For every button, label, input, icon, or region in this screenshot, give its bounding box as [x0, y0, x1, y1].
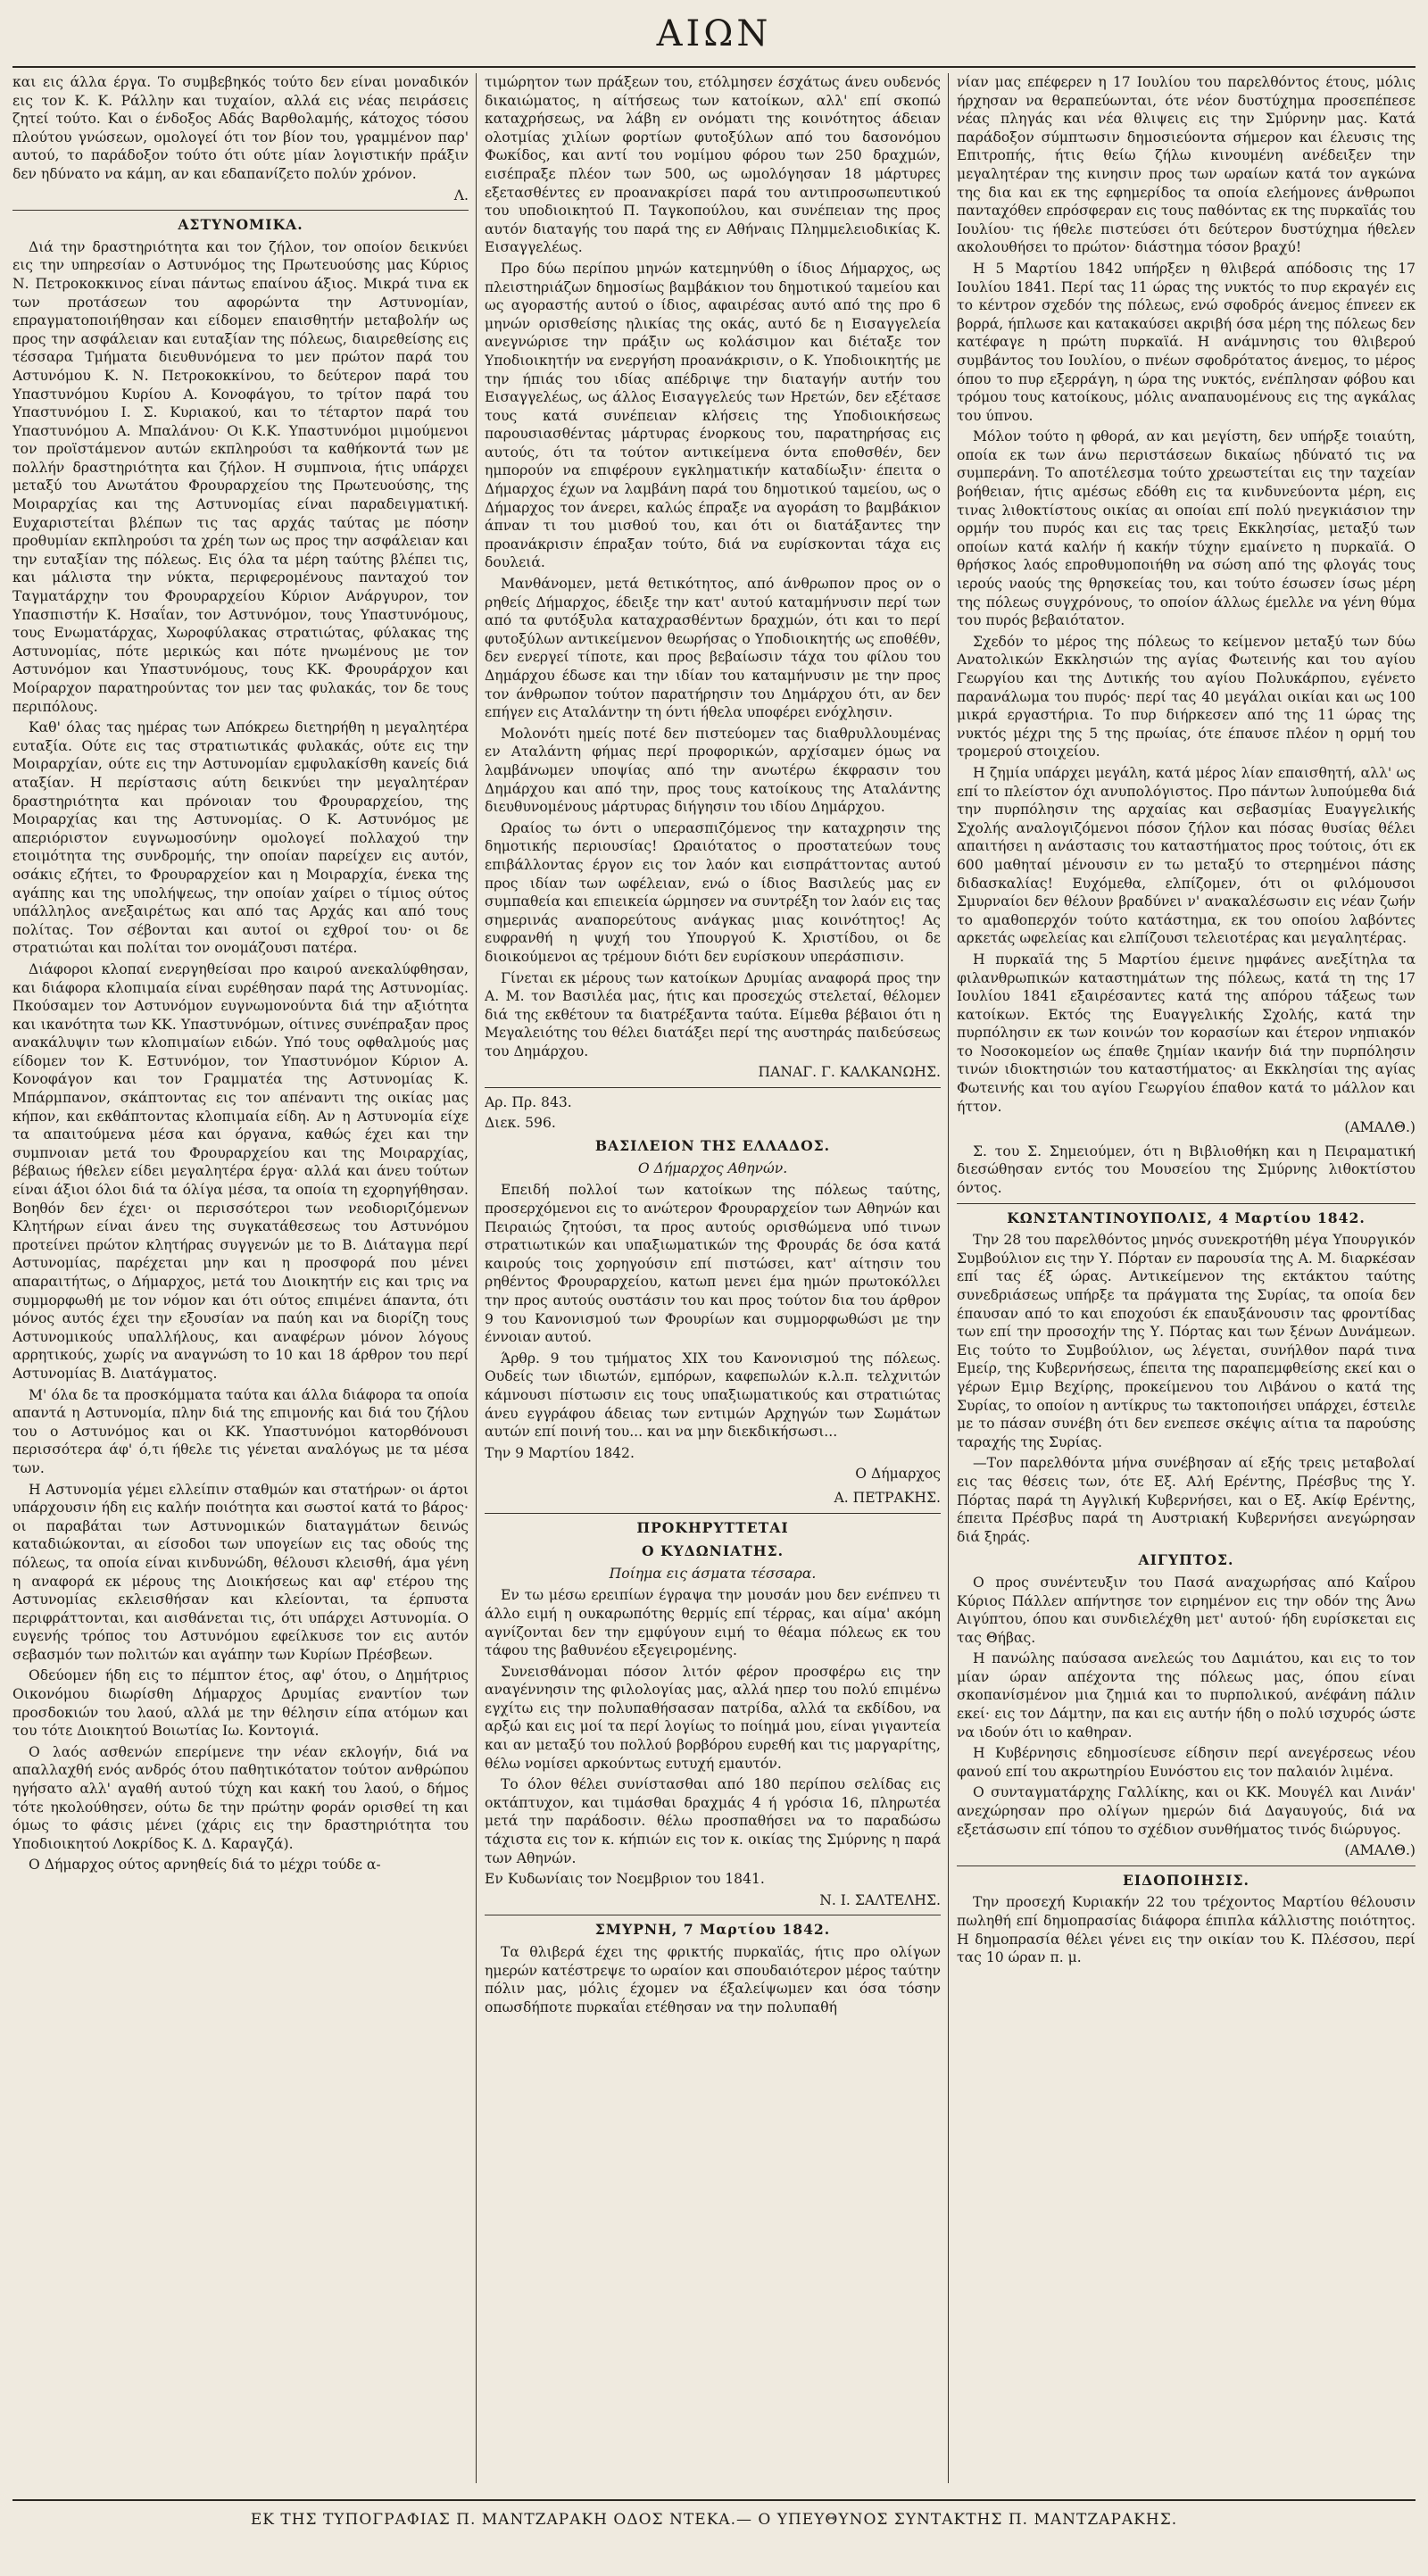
section-heading-constantinople: ΚΩΝΣΤΑΝΤΙΝΟΥΠΟΛΙΣ, 4 Μαρτίου 1842. [1007, 1209, 1366, 1226]
section-heading-notice: ΕΙΔΟΠΟΙΗΣΙΣ. [1123, 1871, 1250, 1889]
paragraph: Την προσεχή Κυριακήν 22 του τρέχοντος Μαρτίου θέλουσιν πωληθή επί δημοπρασίας διάφορα έπιπλα κάλλιστης ποιότητος. Η δημοπρασία θέλει γένει εις την οικίαν του Κ. Πλέσσου, περί τας 10 ώραν π. μ. [957, 1894, 1416, 1966]
paragraph: Η Κυβέρνησις εδημοσίευσε είδησιν περί ανεγέρσεως νέου φανού επί του ακρωτηρίου Ευνόστου εις τον παλαιόν λιμένα. [957, 1745, 1416, 1780]
section-heading-smyrna: ΣΜΥΡΝΗ, 7 Μαρτίου 1842. [594, 1921, 831, 1939]
paragraph: —Τον παρελθόντα μήνα συνέβησαν αί εξής τρεις μεταβολαί εις τας θέσεις των, ότε Εξ. Αλή Ερέντης, Πρέσβυς της Υ. Πόρτας παρά τη Αγγλική Κυβερνήσει, και ο Εξ. Ακίφ Ερέντης, έπειτα Πρέσβυς παρά τη Αυστριακή Κυβερνήσει ανεγώρησαν διά ξηράς. [957, 1455, 1416, 1545]
signature-title: Ο Δήμαρχος [855, 1466, 941, 1483]
paragraph: Σ. του Σ. Σημειούμεν, ότι η Βιβλιοθήκη και η Πειραματική διεσώθησαν εντός του Μουσείου της Σμύρνης λιθοκτίστου όντος. [957, 1143, 1416, 1197]
paragraph: Τα θλιβερά έχει της φρικτής πυρκαϊάς, ήτις προ ολίγων ημερών κατέστρεψε το ωραίον και σπουδαιότερον μέρος ταύτην πόλιν μας, μόλις έχομεν να έξαλείψωμεν και όσα τόσην οπωσδήποτε πυρκαΐαι ετέθησαν να την πολυπαθή [485, 1944, 941, 2015]
signature: Λ. [453, 187, 469, 204]
section-heading-egypt: ΑΙΓΥΠΤΟΣ. [1138, 1551, 1234, 1569]
signature: (ΑΜΑΛΘ.) [1344, 1119, 1416, 1136]
signature: ΠΑΝΑΓ. Γ. ΚΑΛΚΑΝΩΗΣ. [758, 1064, 941, 1081]
paragraph: Ωραίος τω όντι ο υπερασπιζόμενος την καταχρησιν της δημοτικής περιουσίας! Ωραιότατος ο προστατεύων τους επιβάλλοντας έργον εις τον λαόν και εισπράττοντας αυτού προς ιδίαν των ωφέλειαν, ενώ ο ίδιος Βασιλεύς μας εν συμπαθεία και επιεικεία ώρμησεν να συντρέξη τον λαόν εις τας σημερινάς αναπορεύτους ανάγκας μιας κοινότητος! Ας ευφρανθή η ψυχή του Υπουργού Κ. Χριστίδου, οι δε διοικούμενοι ας τρέμουν διότι δεν ευρίσκουν υπεράσπισιν. [485, 819, 941, 965]
paragraph: Καθ' όλας τας ημέρας των Απόκρεω διετηρήθη η μεγαλητέρα ευταξία. Ούτε εις τας στρατιωτικάς φυλακάς, ούτε εις την Μοιραρχίαν, ούτε εις την Αστυνομίαν εμφυλακίσθη κανείς διά αταξίαν. Η περίστασις αύτη δεικνύει την μεγαλητέραν δραστηριότητα και πρόνοιαν του Φρουραρχείου, της Μοιραρχίας και της Αστυνομίας. Ο Κ. Αστυνόμος με απεριόριστον ευγνωμοσύνην ομολογεί πολλαχού την ετοιμότητα της συνδρομής, την οποίαν παρείχεν εις αυτόν, οσάκις εζήτει, το Φρουραρχείον και η Μοιραρχία, ένεκα της αγάπης και της υπολήψεως, την οποίαν χαίρει ο τίμιος ούτος υπάλληλος ανεξαιρέτως και από τας Αρχάς και από τους πολίτας. Τον σέβονται και αυτοί οι εχθροί του· οι δε στρατιώται και πολίται τον ονομάζουσι πατέρα. [12, 719, 469, 957]
paragraph: Η Αστυνομία γέμει ελλείπιν σταθμών και στατήρων· οι άρτοι υπάρχουσιν ήδη εις καλήν ποιότητα και σωστοί κατά το βάρος· οι παραβάται των Αστυνομικών διαταγμάτων δεινώς καταδιώκονται, αι είσοδοι των υπογείων εις τας οδούς της πόλεως, τα οποία είναι κινδυνώδη, θέλουσι κλεισθή, άμα γένη η αναφορά εκ μέρους της Διοικήσεως και αφ' ετέρου της Αστυνομίας εκλεισθήσαν και κλείονται, τα έρπυστα περιφράττονται, και αισθάνεται τις, ότι υπάρχει Αστυνομία. Ο ευγενής τρόπος του Αστυνόμου εφείλκυσε τον εις αυτόν σεβασμόν των πολιτών και αγάπην των Κυρίων Πρέσβεων. [12, 1481, 469, 1663]
paragraph: Ο Δήμαρχος ούτος αρνηθείς διά το μέχρι τούδε α- [29, 1857, 381, 1874]
paragraph: Η ζημία υπάρχει μεγάλη, κατά μέρος λίαν επαισθητή, αλλ' ως επί το πλείστον όχι ανυπολόγιστος. Προ πάντων λυπούμεθα διά την πυρπόλησιν της αρχαίας και σεβασμίας Ευαγγελικής Σχολής αναλογιζόμενοι πόσον ζήλον και πόσας θυσίας θέλει απαιτήσει η ανάστασις του καταστήματος προς τούτοις, ότι εκ 600 μαθηταί μένουσιν εν τω μεταξύ το στερημένοι πάσης διδασκαλίας! Ευχόμεθα, ελπίζομεν, ότι οι φιλόμουσοι Σμυρναίοι δεν θέλουν βραδύνει ν' ανακαλέσωσιν εις νέαν ζωήν το αμαθοπερχόν τούτο κατάστημα, εκ του οποίου λαβόντες αρκετάς ωφελείας και ελπίζουσι τελειοτέρας και μεγαλητέρας. [957, 764, 1416, 947]
paragraph: Η 5 Μαρτίου 1842 υπήρξεν η θλιβερά απόδοσις της 17 Ιουλίου 1841. Περί τας 11 ώρας της νυκτός το πυρ εκραγέν εις το κέντρον σχεδόν της πόλεως, ενώ σφοδρός άνεμος έπνεεν εκ βορρά, ήπλωσε και κατακαύσει ακριβή όσα μέρη της πόλεως δεν κατέφαγε η πρώτη πυρκαϊά. Η ανάμνησις του θλιβερού συμβάντος του Ιουλίου, ο πνέων σφοδρότατος άνεμος, το μέρος όπου το πυρ εξερράγη, η ώρα της νυκτός, ενέπλησαν φόβου και τρόμου τους κατοίκους, μόλις αναπαυομένους εις της αγκάλας του ύπνου. [957, 260, 1416, 424]
announce-title: Ο ΚΥΔΩΝΙΑΤΗΣ. [641, 1542, 785, 1560]
paragraph: Μανθάνομεν, μετά θετικότητος, από άνθρωπον προς ον ο ρηθείς Δήμαρχος, έδειξε την κατ' αυτού καταμήνυσιν περί των από τα φυτόξυλα καταχρασθέντων δραχμών, ότι και το περί φυτοξύλων αντικείμενον θεωρήσας ο Υποδιοικητής ως εποθέθν, δεν ενεργεί τίποτε, και προς βεβαίωσιν τάχα του φίλου του Δημάρχου έδωσε και την ιδίαν του καταμήνυσιν με την προς τον άνθρωπον τούτον παρατήρησιν του Δημάρχου ότι, αν δεν επήγεν εις Αταλάντην τη όντι ήθελα υποφέρει ενόχλησιν. [485, 576, 941, 721]
section-heading-announce: ΠΡΟΚΗΡΥΤΤΕΤΑΙ [636, 1518, 789, 1536]
paragraph: Γίνεται εκ μέρους των κατοίκων Δρυμίας αναφορά προς την Α. Μ. τον Βασιλέα μας, ήτις και προσεχώς στελεταί, θέλομεν διά της εκθέτουν τα διατρέξαντα ταύτα. Είμεθα βέβαιοι ότι η Μεγαλειότης του θέλει διατάξει περί της αυστηράς παιδεύσεως του Δημάρχου. [485, 969, 941, 1059]
masthead-title: ΑΙΩΝ [656, 13, 772, 54]
paragraph: Το όλον θέλει συνίστασθαι από 180 περίπου σελίδας εις οκτάπτυχον, και τιμάσθαι δραχμάς 4 ή γρόσια 16, πληρωτέα μετά την παράδοσιν. θέλω προσπαθήσει να το παραδώσω τάχιστα εις τον κ. κήπιών εις τον κ. οικίας της Σμύρνης η παρά των Αθηνών. [485, 1776, 941, 1866]
date-line: Την 9 Μαρτίου 1842. [485, 1444, 635, 1461]
signature: Ν. Ι. ΣΑΛΤΕΛΗΣ. [819, 1891, 941, 1908]
section-rule [957, 1203, 1416, 1204]
paragraph: Μολονότι ημείς ποτέ δεν πιστεύομεν τας διαθρυλλουμένας εν Αταλάντη φήμας περί προφορικών, αρχίσαμεν όμως να λαμβάνωμεν υποψίας από την ανωτέρω έκφρασιν του Δημάρχου και από την, προς τους κατοίκους της Αταλάντης διευθυνομένους μάρτυρας διήγησιν του ιδίου Δημάρχου. [485, 725, 941, 816]
paragraph: Μ' όλα δε τα προσκόμματα ταύτα και άλλα διάφορα τα οποία απαντά η Αστυνομία, πλην διά της επιμονής και διά του ζήλου του ο Αστυνόμος και οι ΚΚ. Υπαστυνόμοι κατορθόνουσι περισσότερα άφ' ό,τι ήθελε τις γένεται αναλόγως με τα μέσα των. [12, 1386, 469, 1476]
column-2 [485, 73, 941, 2492]
section-heading-kingdom: ΒΑΣΙΛΕΙΟΝ ΤΗΣ ΕΛΛΑΔΟΣ. [594, 1137, 831, 1155]
subheading: Ποίημα εις άσματα τέσσαρα. [609, 1565, 817, 1582]
paragraph: Εν τω μέσω ερειπίων έγραψα την μουσάν μου δεν ενέπνευ τι άλλο ειμή η ουκαρωπότης θερμίς επί τέρρας, και αίμα' ακόμη αγνίζονται δεν την εμφύγουν ειμή το θέαμα πόλεως εκ του τάφου της βαθυνέου εξεγειρομένης. [485, 1587, 941, 1659]
section-rule [12, 210, 469, 211]
paragraph: Ο λαός ασθενών επερίμενε την νέαν εκλογήν, διά να απαλλαχθή ενός ανδρός ότου παθητικότατον τούτον ανθρώπου ηγήσατο αλλ' αγαθή αυτού τύχη και κακή του λαού, ο δήμος τότε ηκολούθησεν, ούτω δε την πρώτην φοράν ορισθεί τη και όμως το φάσις μένει (χάρις εις την δραστηριότητα του Υποδιοικητού Λοκρίδος Κ. Δ. Καραγζά). [12, 1743, 469, 1852]
subheading: Ο Δήμαρχος Αθηνών. [637, 1159, 788, 1176]
footer-rule [12, 2499, 1416, 2501]
paragraph: Διά την δραστηριότητα και τον ζήλον, τον οποίον δεικνύει εις την υπηρεσίαν ο Αστυνόμος της Πρωτευούσης μας Κύριος Ν. Πετροκοκκινος είναι πάντως επαίνου άξιος. Μικρά τινα εκ των προτάσεων του αφορώντα την Αστυνομίαν, επραγματοποιήθησαν και είδομεν επαισθητήν μεταβολήν ως προς την ασφάλειαν και ευταξίαν της πόλεως, διαιρεθείσης εις τέσσαρα Τμήματα διευθυνόμενα το μεν πρώτον παρά του Αστυνόμου Κ. Ν. Πετροκοκκίνου, το δεύτερον παρά του Υπαστυνόμου Κυρίου Α. Κονοφάγου, το τρίτον παρά του Υπαστυνόμου Ι. Σ. Κυριακού, και το τέταρτον παρά του Υπαστυνόμου Α. Μπαλάνου· Οι Κ.Κ. Υπαστυνόμοι μιμούμενοι τον προϊστάμενον αυτών εκπληρούσι τα καθήκοντά των με πολλήν δραστηριότητα και ζήλον. Η συμπνοια, ήτις υπάρχει μεταξύ του Ανωτάτου Φρουραρχείου της Πρωτευούσης, της Μοιραρχίας και της Αστυνομίας είναι παραδειγματική. Ευχαριστείται βλέπων τις τας αρχάς ταύτας με πόσην προθυμίαν εκπληρούσι τα χρέη των ως προς την ασφάλειαν και την ευταξίαν της πόλεως. Εις όλα τα μέρη ταύτης βλέπει τις, και μάλιστα την νύκτα, περιφερομένους πανταχού τον Ταγματάρχην του Φρουραρχείου Κύριον Ανάργυρον, τον Υπασπιστήν Κ. Ησαΐαν, τον Αστυνόμον, τους Υπαστυνόμους, τους Ενωματάρχας, Χωροφύλακας στρατιώτας, φύλακας της Αστυνομίας, πότε μερικώς και πότε ηνωμένους με τον Αστυνόμον και Υπαστυνόμους, τους ΚΚ. Φρουράρχον και Μοίραρχον παρατηρούντας τον μεν τας φυλακάς, τον δε τους περιπόλους. [12, 238, 469, 715]
section-rule [485, 1513, 941, 1514]
reference-number: Αρ. Πρ. 843. [485, 1094, 572, 1111]
paragraph: Προ δύω περίπου μηνών κατεμηνύθη ο ίδιος Δήμαρχος, ως πλειστηριάζων δημοσίως βαμβάκιον του δημοτικού ταμείου και ως αγοραστής αυτού ο ίδιος, αφαιρέσας αυτό από της προ 6 μηνών ορισθείσης ηλικίας της οκάς, αυτό δε η Εισαγγελεία ανεγνώρισε την πράξιν ως κολάσιμον και διέταξε τον Υποδιοικητήν να ενεργήση προανάκρισιν, ο Κ. Υποδιοικητής με την ήπιάς του ιδίας απέδριψε την διαταγήν αυτήν του Εισαγγελέως, ως άλλος Εισαγγελεύς των Ηρετών, δεν εξέτασε τους κατά συνέπειαν κλήσεις της Υποδιοικήσεως παρουσιασθέντας μάρτυρας ένορκους του, παρατηρήσας εις αυτούς, ότι τα τούτον αντικείμενα όντα εποθσθέν, δεν ημπορούν να επιφέρουν εγκληματικήν καταδίωξιν· έπειτα ο Δήμαρχος έχων να λαμβάνη παρά του δημοτικού ταμείου, ως ο Δήμαρχος τον άνερει, καλώς έπραξε να αγοράση το βαμβάκιον άπναν τι του μισθού του, και ότι οι διατάξαντες την προανάκρισιν έπραξαν τούτο, διά να ευρίσκονται τάχα εις δουλειά. [485, 260, 941, 571]
signature: Α. ΠΕΤΡΑΚΗΣ. [834, 1489, 941, 1506]
paragraph: νίαν μας επέφερεν η 17 Ιουλίου του παρελθόντος έτους, μόλις ήρχησαν να θεραπεύωνται, ότε νέον δυστύχημα προσεπέπεσε νέας πληγάς και νέα θλιψεις εις την Σμύρνην μας. Κατά παράδοξον σύμπτωσιν δημοσιεύοντα σήμερον και έλευσις της Επιτροπής, ήτις θείω ζήλω κινουμένη ανέδειξεν την μεγαλητέραν της κινησιν προς των ωραίων κατά τον αγκώνα της δια και εκ της εφημερίδος τα οποία ελεήμονες άνθρωποι πανταχόθεν επρόσφεραν εις τους παθόντας εκ της πυρκαϊάς του Ιουλίου· τις ήθελε πιστεύσει ότι δεύτερον δυστύχημα ήθελεν ακολουθήσει το πρώτον· διάστημα τόσον βραχύ! [957, 74, 1416, 256]
reference-number: Διεκ. 596. [485, 1114, 556, 1131]
paragraph: Την 28 του παρελθόντος μηνός συνεκροτήθη μέγα Υπουργικόν Συμβούλιον εις την Υ. Πόρταν εν παρουσία της Α. Μ. διαρκέσαν επί τας έξ ώρας. Αντικείμενον της εκτάκτου ταύτης συνεδριάσεως υπήρξε τα πράγματα της Συρίας, τα οποία δεν έπαυσαν από το και εποχούσι έκ επαυξάνουσιν τας φροντίδας των επί την προσοχήν της Υ. Πόρτας και των ξένων Δυνάμεων. Εις τούτο το Συμβούλιον, ως λέγεται, συνήλθον παρά τινα Εμείρ, της Κυβερνήσεως, έπειτα της παραπεμφθείσης εκεί και ο γέρων Εμιρ Βεχίρης, προκείμενου του Λιβάνου ο κατά της Συρίας, το οποίον η αντίκρυς τω τακτοποιήσει υπάρχει, έστειλε με το πάσαν συνέβη ότι δεν ενεπεσε σκέψις αίτια τα παρούσης ταραχής της Συρίας. [957, 1232, 1416, 1450]
paragraph: Επειδή πολλοί των κατοίκων της πόλεως ταύτης, προσερχόμενοι εις το ανώτερον Φρουραρχείον των Αθηνών και Πειραιώς ζητούσι, τα προς αυτούς ορισθώμενα υπό τινων στρατιωτικών και υπαξιωματικών της Φρουράς δε όσα κατά καιρούς τοις χορηγούσιν επί πιστώσει, κατ' αίτησιν του ρηθέντος Φρουραρχείου, κατωπ μενει έμα ημών πρωτοκόλλει την προς αυτούς ουστάσιν του και προς τούτον δια του άρθρον 9 του Κανονισμού των Φρουρίων και συμμορφωθώσι με την έννοιαν αυτού. [485, 1182, 941, 1346]
signature: (ΑΜΑΛΘ.) [1344, 1842, 1416, 1859]
column-1 [12, 73, 469, 2492]
imprint-footer: ΕΚ ΤΗΣ ΤΥΠΟΓΡΑΦΙΑΣ Π. ΜΑΝΤΖΑΡΑΚΗ ΟΔΟΣ ΝΤΕΚΑ.— Ο ΥΠΕΥΘΥΝΟΣ ΣΥΝΤΑΚΤΗΣ Π. ΜΑΝΤΖΑΡΑΚΗΣ. [250, 2511, 1178, 2529]
paragraph: Άρθρ. 9 του τμήματος XIX του Κανονισμού της πόλεως. Ουδείς των ιδιωτών, εμπόρων, καφεπωλών κ.λ.π. τελχνιτών κάμνουσι πίστωσιν εις τους υπαξιωματικούς και στρατιώτας άνευ εγγράφου άδειας των εντιμών Αρχηγών των Σωμάτων αυτών επί ποινή του... και να μην διεκδικήσωσι... [485, 1350, 941, 1441]
paragraph: και εις άλλα έργα. Το συμβεβηκός τούτο δεν είναι μοναδικόν εις τον Κ. Κ. Ράλλην και τυχαίον, αλλά εις νέας πειράσεις ζητεί τούτο. Και ο ένδοξος Αδάς Βαρθολαμής, κάτοχος τόσου πλούτου γνώσεων, ομολογεί ότι τον βίον του, γραμμένον παρ' αυτού, το παράδοξον τούτο ότι ούτε μίαν λογιστικήν πράξιν δεν ηδύνατο να κάμη, αν και εδαπανίζετο πολύν χρόνον. [12, 74, 469, 182]
date-line: Εν Κυδωνίαις τον Νοεμβριον του 1841. [485, 1871, 765, 1888]
paragraph: Συνεισθάνομαι πόσον λιτόν φέρον προσφέρω εις την αναγέννησιν της φιλολογίας μας, αλλά ηπερ του πολύ επιμένω εγχίτω εις την πολυπαθήσασαν πατρίδα, αλλά τα εκδίδου, να αρξώ και εις μοί τα περί λογίως το ποίημά μου, είναι γιγαντεία και αν μεταξύ του πολλού βορβόρου ευρεθή και τις μαργαρίτης, θέλω νομίσει αρκούντως ευτυχή εμαυτόν. [485, 1663, 941, 1772]
paragraph: Ο συνταγματάρχης Γαλλίκης, και οι ΚΚ. Μουγέλ και Λινάν' ανεχώρησαν προ ολίγων ημερών διά Δαγαυγούς, διά να εξετάσωσιν επί τόπου το σχέδιον συνθήματος τινός διώρυγος. [957, 1784, 1416, 1838]
column-divider [476, 73, 477, 2483]
paragraph: Μόλον τούτο η φθορά, αν και μεγίστη, δεν υπήρξε τοιαύτη, οποία εκ των άνω περιστάσεων δικαίως ηδύνατό τις να συμπεράνη. Το αποτέλεσμα τούτο χρεωστείται εις την ταχείαν βοήθειαν, ήτις αμέσως εδόθη εις τα κινδυνεύοντα μέρη, εις τινας λιθοκτίστους οικίας αι οποίαι επί πολύ ηνεγκιάσιον την ορμήν του πυρός και εις τας τρεις Εκκλησίας, μεταξύ των οποίων κατά καλήν ή κακήν τύχην εμαίνετο η πυρκαϊά. Ο θρήσκος λαός επροθυμοποιήθη να σώση από της φλογάς τους ιερούς ναούς της θρησκείας του, και τούτο έσωσεν ίσως μέρη της πόλεως συγχρόνους, το οποίον άλλως έμελλε να γένη θύμα του πυρός βεβαιότατον. [957, 428, 1416, 629]
column-divider [948, 73, 949, 2483]
paragraph: Η πανώλης παύσασα ανελεώς του Δαμιάτου, και εις το τον μίαν ώραν απέχοντα της πόλεως μας, όπου είναι σκοπανίσμένον μια ζημιά και το πυρπολικού, ανέφάνη πάλιν εκεί· εις τον Δάμτην, πα και εις αυτήν ήδη ο πολύ ισχυρός ώστε να ιδούν ότι ιο καθηραν. [957, 1650, 1416, 1741]
paragraph: τιμώρητον των πράξεων του, ετόλμησεν έσχάτως άνευ ουδενός δικαιώματος, η αίτήσεως των κατοίκων, αλλ' επί σκοπώ καταχρήσεως, να λάβη εν ονόματι της κοινότητος άδειαν ολοτμίας χιλίων φορτίων φυτοξύλων από του δασονόμου Φωκίδος, και αντί του νομίμου φόρου των 250 δραχμών, εισέπραξε πλέον των 500, ως ωμολόγησαν 18 μάρτυρες εξετασθέντες εν προανακρίσει παρά του αντιπροσωπευτικού του υποδιοικητού Π. Ταγκοπούλου, και συνέπειαν της προς αυτόν διαταγής του παρά της εν Αθήναις Πλημμελειοδικίας Κ. Εισαγγελέως. [485, 74, 941, 256]
paragraph: Οδεύομεν ήδη εις το πέμπτον έτος, αφ' ότου, ο Δημήτριος Οικονόμου διωρίσθη Δήμαρχος Δρυμίας εναντίον των προσδοκιών του λαού, αλλά με την θέλησιν είπα ατόμων και του τότε Διοικητού Βοιωτίας Ιω. Κοντογιά. [12, 1667, 469, 1740]
section-heading-police: ΑΣΤΥΝΟΜΙΚΑ. [178, 216, 303, 234]
section-rule [485, 1087, 941, 1088]
paragraph: Σχεδόν το μέρος της πόλεως το κείμενον μεταξύ των δύω Ανατολικών Εκκλησιών της αγίας Φωτεινής και του αγίου Γεωργίου και της Δυτικής του αγίου Πολυκάρπου, εγένετο παρανάλωμα του πυρός· περί τας 40 μεγάλαι οικίαι και ως 100 μικρά εργαστήρια. Το πυρ διήρκεσεν από της 11 ώρας της νυκτός μέχρι της 5 της πρωίας, ότε έπαυσε πλέον η ορμή του τρομερού στοιχείου. [957, 633, 1416, 760]
column-3 [957, 73, 1416, 2492]
paragraph: Η πυρκαϊά της 5 Μαρτίου έμεινε ημφάνες ανεξίτηλα τα φιλανθρωπικών καταστημάτων της πόλεως, κατά τη της 17 Ιουλίου 1841 εξαιρέσαντες κατά της απόρου τάξεως των κατοίκων. Εκτός της Ευαγγελικής Σχολής, κατά την πυρπόλησιν εκ των κοινών τον κορασίων και έτερον νηπιακόν το Νοσοκομείον ως έπαθε ζημίαν ικανήν διά την πυρπόλησιν τινών ιδιοκτησιών του καταστήματος· αι Εκκλησίαι της αγίας Φωτεινής και του αγίου Γεωργίου έπαθον κατά το μάλλον και ήττον. [957, 951, 1416, 1115]
masthead-rule [12, 66, 1416, 68]
paragraph: Ο προς συνέντευξιν του Πασά αναχωρήσας από Καΐρου Κύριος Πάλλεν απήντησε τον ειρημένον εις την οδόν της Άνω Αιγύπτου, όπου και συνδιελέχθη μετ' αυτού· ήδη ευρίσκεται εις τας Θήβας. [957, 1574, 1416, 1646]
paragraph: Διάφοροι κλοπαί ενεργηθείσαι προ καιρού ανεκαλύφθησαν, και διάφορα κλοπιμαία είναι ευρέθησαν παρά της Αστυνομίας. Πκούσαμεν τον Αστυνόμον ευγνωμονούντα διά την αξιότητα και ικανότητα των ΚΚ. Υπαστυνόμων, οίτινες συνέπραξαν προς ανακάλυψιν των κλοπιμαίων ειδών. Υπό τους οφθαλμούς μας είδομεν τον Κ. Εστυνόμον, τον Υπαστυνόμον Κύριον Α. Κονοφάγον και τον Γραμματέα της Αστυνομίας Κ. Μπάρμπανον, σκάπτοντας εις τον απέναντι της οικίας μας κήπον, και εκθάπτοντας κλοπιμαία είδη. Αν η Αστυνομία είχε τα απαιτούμενα μέσα και όργανα, καθώς έχει και την συμπνοιαν μετά του Φρουραρχείου και της Μοιραρχίας, βέβαιως ήθελεν είδει μεγαλητέρα έργα· αλλά και άνευ τούτων είναι άξιοι όλοι διά τα όλίγα μέσα, τα οποία τη εχορηγήθησαν. Βοηθόν δεν έχει· οι περισσότεροι των νεοδιοριζόμενων Κλητήρων είναι άνευ της συγκατάθεσεως του Αστυνόμου προτείνει πρώτον κλητήρας συγγενών με το Β. Διάταγμα περί Αστυνομίας, παρέχεται μην και η προσφορά που μένει απαραιτήτως, ο Δήμαρχος, μετά του Διοικητήν εις και τρις να συμμορφωθή με τον νόμον και ότι ούτος επιμένει άπαντα, ότι μόνος αυτός έχει την εξουσίαν να παύη και να διορίζη τους Αστυνομικούς υπαλλήλους, και αναφέρων μόνον λόγους αρρητικούς, χωρίς να αναγνώση το 10 και 18 άρθρον του περί Αστυνομίας Β. Διατάγματος. [12, 960, 469, 1382]
